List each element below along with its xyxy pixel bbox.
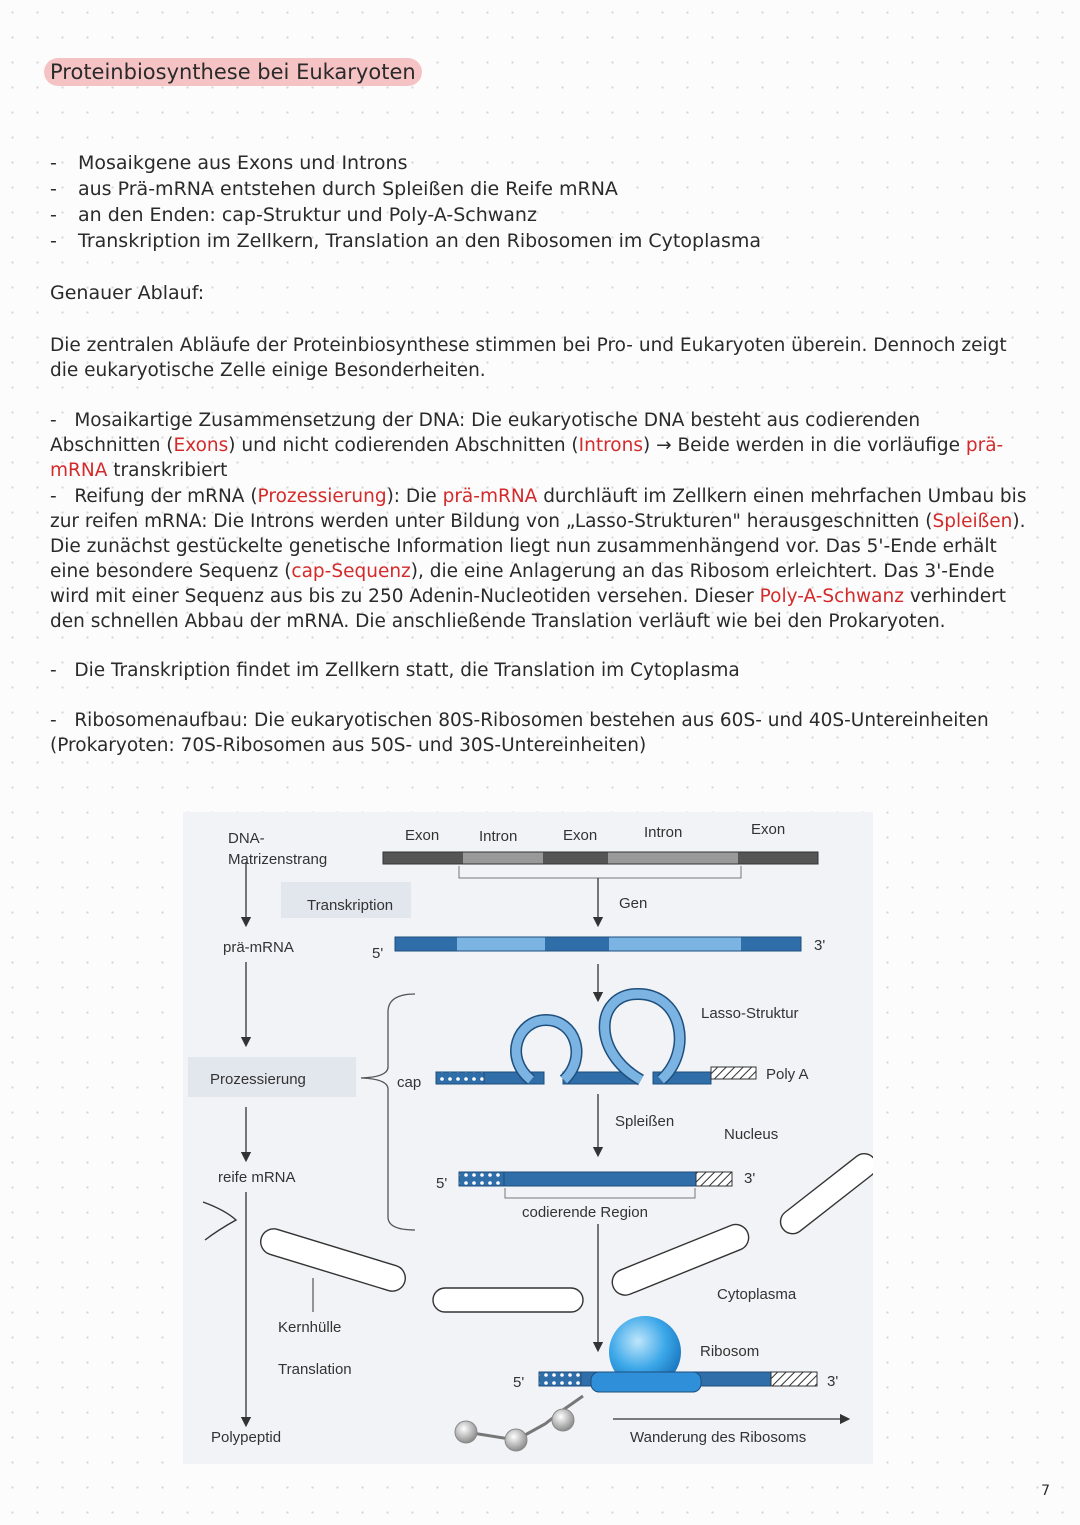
amino-acid [455,1421,477,1443]
nuclear-envelope-label: Kernhülle [278,1319,342,1336]
exon-label: Exon [563,827,598,844]
coding-region-label: codierende Region [522,1204,648,1221]
splicing-label: Spleißen [615,1113,675,1130]
pre-mrna-label: prä-mRNA [223,939,294,956]
intron-label: Intron [644,824,683,841]
migration-label: Wanderung des Ribosoms [630,1429,807,1446]
cap-structure [436,1072,484,1084]
intro-paragraph: Die zentralen Abläufe der Proteinbiosynthese stimmen bei Pro- und Eukaryoten überein. Dennoch zeigt die eukaryotische Zelle einige Besonderheiten. [50,335,1007,381]
list-item: - Mosaikgene aus Exons und Introns [50,152,408,174]
cytoplasm-label: Cytoplasma [717,1286,797,1303]
three-prime-label: 3' [814,937,826,954]
page-title: Proteinbiosynthese bei Eukaryoten [44,58,422,86]
dna-strand [383,852,818,864]
gene-bracket [459,866,741,878]
cap-label: cap [397,1074,422,1091]
exon-label: Exon [751,821,786,838]
list-item: - an den Enden: cap-Struktur und Poly-A-Schwanz [50,204,537,226]
five-prime-label: 5' [436,1175,448,1192]
mature-mrna-label: reife mRNA [218,1169,296,1186]
cap-structure [539,1372,581,1386]
dna-label-2: Matrizenstrang [228,851,328,868]
nucleus-label: Nucleus [724,1126,779,1143]
processing-label: Prozessierung [210,1071,306,1088]
polypeptide-label: Polypeptid [211,1429,282,1446]
lasso-label: Lasso-Struktur [701,1005,799,1022]
exon-label: Exon [405,827,440,844]
translation-label: Translation [278,1361,352,1378]
poly-a-tail [696,1172,732,1186]
poly-a-tail [711,1067,756,1079]
amino-acid [552,1409,574,1431]
poly-a-tail [771,1372,817,1386]
three-prime-label: 3' [744,1170,756,1187]
transcription-label: Transkription [307,897,394,914]
list-item: - aus Prä-mRNA entstehen durch Spleißen die Reife mRNA [50,178,618,200]
paragraph-mosaic: - Mosaikartige Zusammensetzung der DNA: Die eukaryotische DNA besteht aus codierenden Abschnitten (Exons) und nicht codierenden Abschnitten (Introns) → Beide werden in die vorläufige prä-mRNA transkribiert [50,410,1004,481]
section-heading: Genauer Ablauf: [50,282,205,304]
exon-segment [484,1072,544,1084]
intron-label: Intron [479,828,518,845]
gene-label: Gen [619,895,648,912]
ribosome-label: Ribosom [700,1343,760,1360]
three-prime-label: 3' [827,1373,839,1390]
page-number: 7 [1041,1483,1050,1499]
ribosome-small-subunit [591,1372,701,1392]
coding-region [504,1172,696,1186]
coding-bracket [505,1188,695,1198]
protein-biosynthesis-diagram [183,812,873,1464]
poly-a-label: Poly A [766,1066,809,1083]
pre-mrna-strand [395,937,801,951]
processing-bracket [361,994,415,1230]
lasso-structure [516,1020,576,1080]
paragraph-processing: - Reifung der mRNA (Prozessierung): Die prä-mRNA durchläuft im Zellkern einen mehrfachen Umbau bis zur reifen mRNA: Die Introns werden unter Bildung von „Lasso-Strukturen" herausgeschnitten (Spleißen). Die zunächst gestückelte genetische Information liegt nun zusammenhängend vor. Das 5'-Ende erhält eine besondere Sequenz (cap-Sequenz), die eine Anlagerung an das Ribosom erleichtert. Das 3'-Ende wird mit einer Sequenz aus bis zu 250 Adenin-Nucleotiden versehen. Dieser Poly-A-Schwanz verhindert den schnellen Abbau der mRNA. Die anschließende Translation verläuft wie bei den Prokaryoten. [50,486,1027,632]
paragraph-ribosomes: - Ribosomenaufbau: Die eukaryotischen 80S-Ribosomen bestehen aus 60S- und 40S-Untereinheiten (Prokaryoten: 70S-Ribosomen aus 50S- und 30S-Untereinheiten) [50,710,989,756]
dna-label: DNA- [228,830,265,847]
cap-structure [459,1172,504,1186]
list-item: - Transkription im Zellkern, Translation an den Ribosomen im Cytoplasma [50,230,762,252]
five-prime-label: 5' [513,1374,525,1391]
summary-list [50,150,1040,254]
five-prime-label: 5' [372,945,384,962]
paragraph-location: - Die Transkription findet im Zellkern statt, die Translation im Cytoplasma [50,660,740,681]
amino-acid [505,1429,527,1451]
